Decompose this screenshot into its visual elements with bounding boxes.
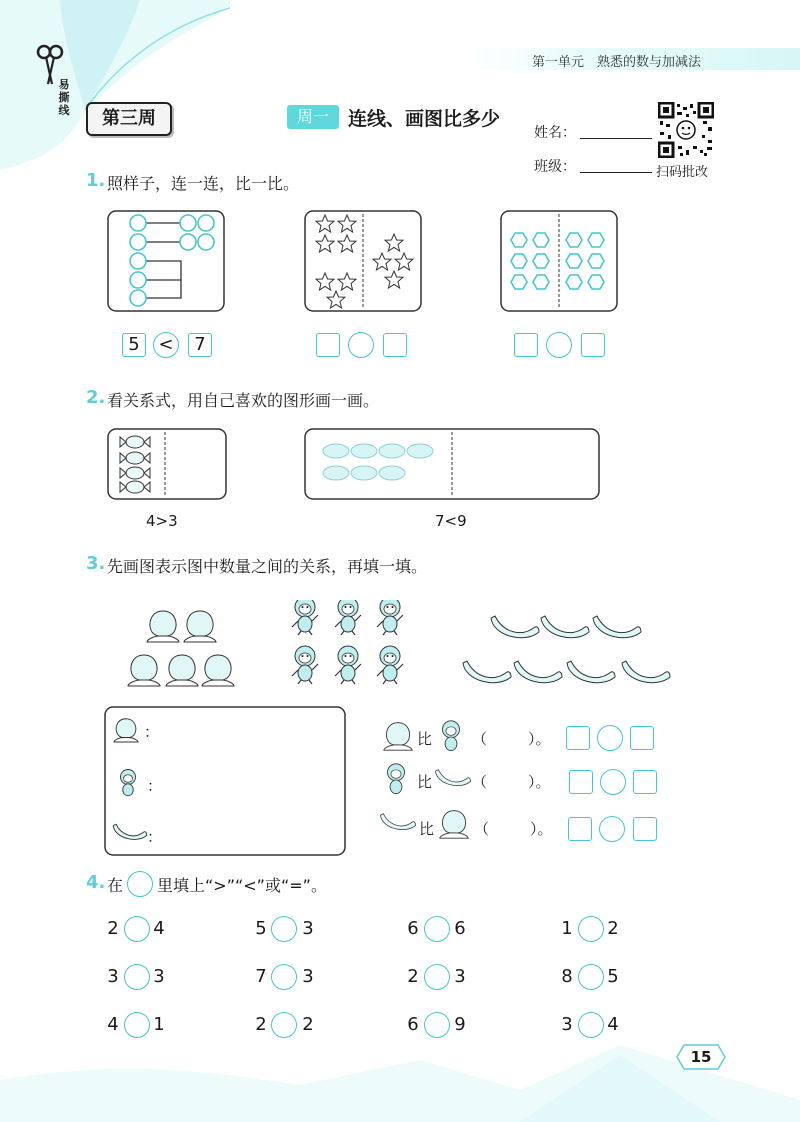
answer-circle[interactable] — [597, 725, 623, 751]
answer-box[interactable] — [568, 817, 592, 841]
comparison-right: 9 — [454, 1014, 466, 1035]
answer-circle[interactable] — [348, 332, 374, 358]
example-circle — [127, 871, 153, 897]
class-field[interactable] — [580, 172, 652, 173]
comparison-left: 8 — [561, 966, 573, 987]
candy-figure[interactable] — [107, 428, 227, 500]
comparison-circle[interactable] — [424, 916, 450, 942]
compare-word: 比 — [419, 820, 435, 838]
peach-icon — [380, 720, 416, 752]
comparison-left: 2 — [107, 918, 119, 939]
answer-box[interactable] — [569, 770, 593, 794]
comparison-left: 3 — [107, 966, 119, 987]
comparison-right: 3 — [454, 966, 466, 987]
name-label: 姓名： — [534, 125, 576, 141]
answer-box[interactable] — [514, 333, 538, 357]
question-text-prefix: 在 — [107, 876, 124, 895]
tear-line-char: 撕 — [58, 91, 70, 104]
comparison-circle[interactable] — [424, 964, 450, 990]
banana-icon — [434, 766, 472, 794]
question-text: 看关系式，用自己喜欢的图形画一画。 — [107, 391, 380, 410]
day-badge: 周一 — [287, 105, 339, 129]
comparison-left: 2 — [255, 1014, 267, 1035]
comparison-circle[interactable] — [124, 916, 150, 942]
relation-text: 7<9 — [435, 512, 467, 530]
banana-icon — [379, 810, 417, 838]
answer-box: 7 — [188, 333, 212, 357]
lesson-title: 连线、画图比多少 — [348, 108, 501, 130]
comparison-right: 2 — [607, 918, 619, 939]
monkey-icon — [436, 720, 466, 754]
compare-word: 比 — [417, 730, 433, 748]
circles-example-figure — [107, 210, 225, 312]
comparison-circle[interactable] — [424, 1012, 450, 1038]
answer-circle[interactable] — [600, 769, 626, 795]
paren-close: ）。 — [528, 773, 551, 791]
comparison-right: 2 — [302, 1014, 314, 1035]
question-number: 3. — [86, 553, 106, 574]
paren-close: ）。 — [530, 820, 553, 838]
answer-box[interactable] — [633, 817, 657, 841]
comparison-left: 7 — [255, 966, 267, 987]
paren-open: （ — [474, 820, 490, 838]
monkey-icon — [381, 763, 411, 797]
paren-open: （ — [472, 773, 488, 791]
comparison-left: 2 — [407, 966, 419, 987]
question-number: 4. — [86, 872, 106, 893]
comparison-right: 4 — [153, 918, 165, 939]
question-number: 1. — [86, 170, 106, 191]
class-label: 班级： — [534, 159, 576, 175]
compare-word: 比 — [417, 773, 433, 791]
answer-circle[interactable] — [599, 816, 625, 842]
colon: ： — [144, 723, 160, 741]
drawing-area[interactable] — [104, 706, 346, 856]
comparison-circle[interactable] — [578, 964, 604, 990]
comparison-left: 4 — [107, 1014, 119, 1035]
comparison-right: 3 — [153, 966, 165, 987]
comparison-right: 4 — [607, 1014, 619, 1035]
qr-code-icon[interactable] — [658, 102, 714, 158]
colon: ： — [147, 828, 163, 846]
comparison-circle[interactable] — [271, 916, 297, 942]
comparison-right: 1 — [153, 1014, 165, 1035]
answer-box[interactable] — [630, 726, 654, 750]
comparison-right: 6 — [454, 918, 466, 939]
relation-text: 4>3 — [146, 512, 178, 530]
question-text: 照样子，连一连，比一比。 — [107, 174, 300, 193]
colon: ： — [147, 777, 163, 795]
answer-circle: < — [153, 332, 179, 358]
comparison-circle[interactable] — [124, 1012, 150, 1038]
comparison-left: 6 — [407, 1014, 419, 1035]
tear-line-char: 易 — [58, 78, 70, 91]
answer-box[interactable] — [383, 333, 407, 357]
page-number: 15 — [690, 1048, 712, 1066]
unit-title: 第一单元 熟悉的数与加减法 — [532, 55, 702, 70]
qr-label: 扫码批改 — [656, 165, 709, 180]
comparison-circle[interactable] — [124, 964, 150, 990]
comparison-left: 6 — [407, 918, 419, 939]
comparison-left: 5 — [255, 918, 267, 939]
tear-line-char: 线 — [58, 104, 70, 117]
comparison-left: 1 — [561, 918, 573, 939]
comparison-circle[interactable] — [271, 964, 297, 990]
question-number: 2. — [86, 387, 106, 408]
comparison-circle[interactable] — [578, 1012, 604, 1038]
bread-figure[interactable] — [304, 428, 600, 500]
paren-close: ）。 — [528, 730, 551, 748]
answer-box[interactable] — [566, 726, 590, 750]
comparison-circle[interactable] — [271, 1012, 297, 1038]
paren-open: （ — [472, 730, 488, 748]
hexagons-figure — [500, 210, 618, 312]
comparison-right: 5 — [607, 966, 619, 987]
fruit-and-monkeys-figure — [125, 600, 725, 695]
question-text: 先画图表示图中数量之间的关系，再填一填。 — [107, 557, 428, 576]
name-field[interactable] — [580, 138, 652, 139]
comparison-circle[interactable] — [578, 916, 604, 942]
comparison-right: 3 — [302, 966, 314, 987]
stars-figure — [304, 210, 422, 312]
answer-box[interactable] — [633, 770, 657, 794]
question-text-suffix: 里填上“>”“<”或“=”。 — [157, 876, 327, 895]
comparison-left: 3 — [561, 1014, 573, 1035]
answer-box: 5 — [122, 333, 146, 357]
answer-box[interactable] — [316, 333, 340, 357]
answer-circle[interactable] — [546, 332, 572, 358]
week-badge: 第三周 — [86, 102, 172, 136]
comparison-right: 3 — [302, 918, 314, 939]
answer-box[interactable] — [581, 333, 605, 357]
peach-icon — [437, 808, 471, 840]
